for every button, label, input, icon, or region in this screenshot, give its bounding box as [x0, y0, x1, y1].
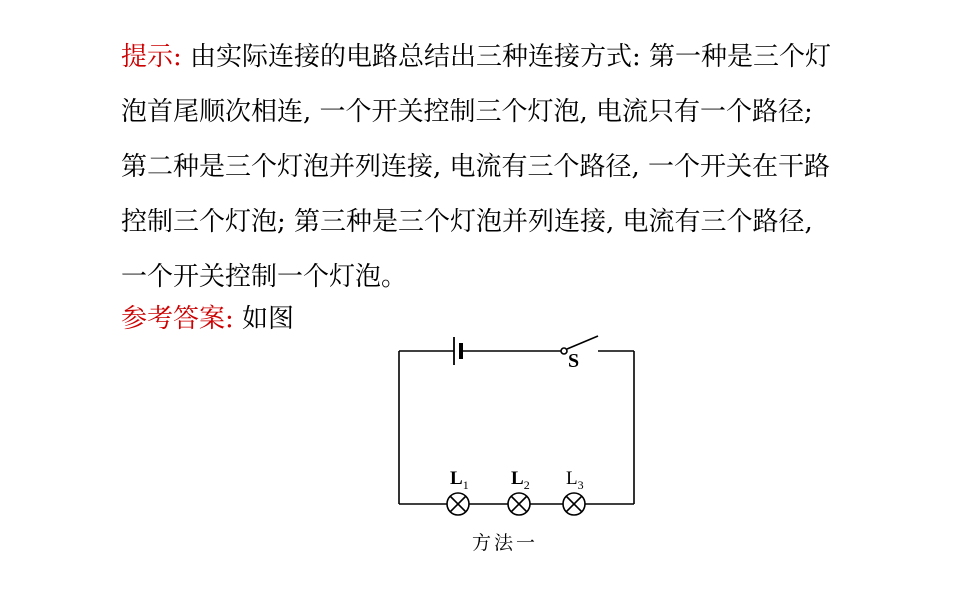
diagram-caption: 方法一 [472, 532, 539, 554]
lamp-1 [447, 493, 469, 515]
hint-line-4: 控制三个灯泡; 第三种是三个灯泡并列连接, 电流有三个路径, [121, 207, 813, 237]
answer-line [121, 294, 294, 344]
hint-line-2: 泡首尾顺次相连, 一个开关控制三个灯泡, 电流只有一个路径; [121, 97, 813, 127]
lamp-label-3: $L_3$ [566, 468, 584, 492]
answer-text: 如图 [233, 304, 295, 334]
lamp-label-1: $L_1$ [450, 468, 469, 492]
lamp-3 [563, 493, 585, 515]
hint-paragraph [121, 30, 921, 305]
answer-label: 参考答案: [121, 304, 234, 334]
lamp-2 [508, 493, 530, 515]
hint-label: 提示: [121, 42, 182, 72]
hint-line-5: 一个开关控制一个灯泡。 [121, 262, 408, 292]
switch-blade [567, 336, 598, 349]
switch-pivot [561, 348, 567, 354]
hint-text-1: 由实际连接的电路总结出三种连接方式: 第一种是三个灯 [181, 42, 832, 72]
circuit-diagram [380, 325, 650, 525]
hint-line-1 [121, 30, 921, 85]
lamp-label-2: $L_2$ [511, 468, 530, 492]
switch-label: S [568, 350, 580, 372]
hint-line-3: 第二种是三个灯泡并列连接, 电流有三个路径, 一个开关在干路 [121, 152, 831, 182]
